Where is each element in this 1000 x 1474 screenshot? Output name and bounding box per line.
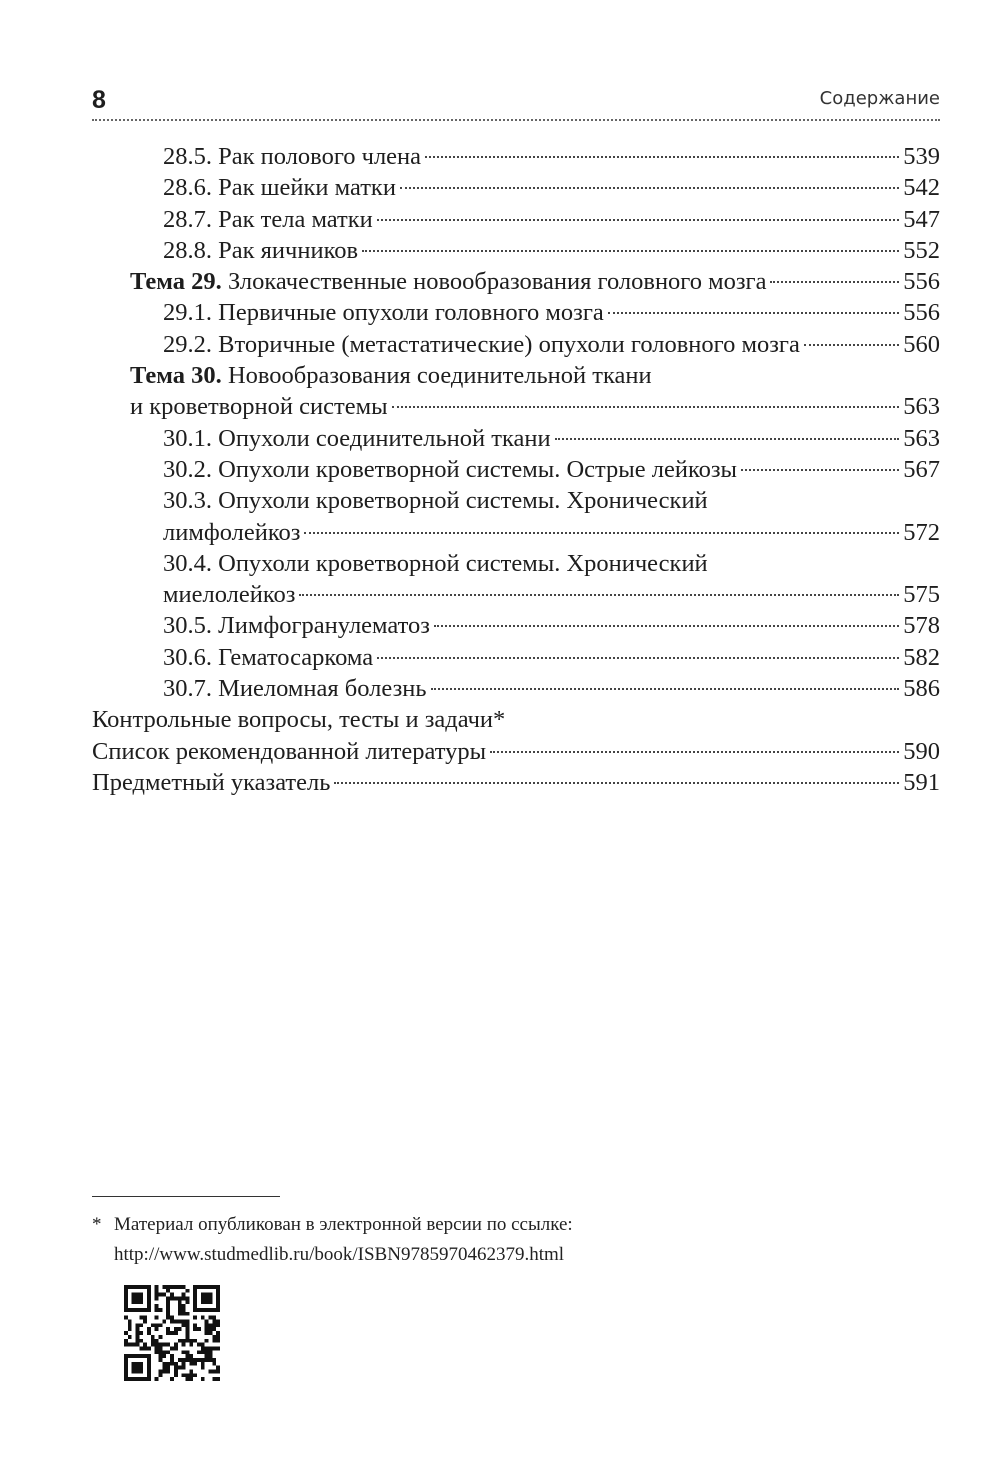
toc-entry[interactable] [92, 235, 940, 266]
footnote-link[interactable]: http://www.studmedlib.ru/book/ISBN9785970462379.html [114, 1244, 565, 1265]
toc-topic-label: Тема 30. [130, 362, 222, 390]
toc-entry-title: и кроветворной системы [130, 393, 388, 421]
qr-code-icon[interactable] [124, 1285, 220, 1381]
toc-entry-title: 28.6. Рак шейки матки [163, 174, 396, 202]
toc-entry-title: 30.6. Гематосаркома [163, 643, 374, 671]
toc-entry-page: 567 [903, 455, 940, 483]
dot-leader [425, 156, 899, 158]
toc-entry-title: Список рекомендованной литературы [92, 737, 487, 765]
toc-entry-title: 29.2. Вторичные (метастатические) опухоли головного мозга [163, 330, 800, 358]
page-number: 8 [92, 86, 106, 114]
toc-entry-page: 578 [903, 612, 940, 640]
toc-entry-page: 542 [903, 174, 940, 202]
toc-entry-title: Предметный указатель [92, 768, 331, 796]
toc-top-entry[interactable] [92, 704, 940, 735]
toc-top-entry[interactable] [92, 736, 940, 767]
dot-leader [334, 782, 899, 784]
toc-entry-title: миелолейкоз [163, 581, 296, 609]
toc-entry-continuation[interactable] [92, 517, 940, 548]
footnote-divider [92, 1196, 280, 1197]
toc-entry[interactable] [92, 454, 940, 485]
toc-entry-page: 556 [903, 268, 940, 296]
dot-leader [434, 625, 899, 627]
section-title: Содержание [819, 88, 940, 109]
toc-entry-page: 586 [903, 675, 940, 703]
toc-topic-entry[interactable] [92, 360, 940, 391]
dot-leader [608, 312, 899, 314]
footnote-mark: * [92, 1214, 102, 1235]
toc-entry-page: 539 [903, 143, 940, 170]
dot-leader [804, 344, 899, 346]
dot-leader [304, 532, 899, 534]
toc-entry-page: 556 [903, 299, 940, 327]
toc-entry-title: 28.8. Рак яичников [163, 236, 359, 264]
footnote [92, 1210, 573, 1270]
toc-entry[interactable] [92, 329, 940, 360]
toc-entry-page: 560 [903, 330, 940, 358]
table-of-contents [92, 141, 940, 798]
dot-leader [490, 751, 899, 753]
dot-leader [400, 187, 899, 189]
dot-leader [770, 281, 899, 283]
toc-topic-label: Тема 29. [130, 268, 222, 296]
toc-entry[interactable] [92, 141, 940, 172]
toc-top-entry[interactable] [92, 767, 940, 798]
header-divider [92, 119, 940, 121]
dot-leader [555, 438, 900, 440]
toc-entry-page: 575 [903, 581, 940, 609]
footnote-text: Материал опубликован в электронной версии по ссылке: [114, 1214, 573, 1235]
toc-entry-title: 28.7. Рак тела матки [163, 205, 373, 233]
toc-entry[interactable] [92, 423, 940, 454]
toc-entry-title: лимфолейкоз [163, 518, 301, 546]
toc-entry-title: 30.7. Миеломная болезнь [163, 675, 427, 703]
dot-leader [392, 406, 900, 408]
toc-entry-page: 591 [903, 768, 940, 796]
toc-entry[interactable] [92, 297, 940, 328]
dot-leader [741, 469, 899, 471]
toc-entry[interactable] [92, 673, 940, 704]
toc-entry-page: 552 [903, 236, 940, 264]
toc-entry[interactable] [92, 548, 940, 579]
toc-entry-title: 30.5. Лимфогранулематоз [163, 612, 430, 640]
dot-leader [377, 657, 899, 659]
toc-entry-title: Злокачественные новообразования головного мозга [221, 268, 767, 296]
toc-entry-title: 30.3. Опухоли кроветворной системы. Хронический [163, 487, 708, 515]
toc-entry-title: 30.1. Опухоли соединительной ткани [163, 424, 551, 452]
dot-leader [299, 594, 899, 596]
toc-entry-page: 572 [903, 518, 940, 546]
toc-entry-title: 29.1. Первичные опухоли головного мозга [163, 299, 604, 327]
dot-leader [377, 219, 899, 221]
toc-entry[interactable] [92, 485, 940, 516]
toc-entry-page: 582 [903, 643, 940, 671]
toc-topic-entry[interactable] [92, 266, 940, 297]
dot-leader [362, 250, 899, 252]
toc-entry-continuation[interactable] [92, 391, 940, 422]
toc-entry-continuation[interactable] [92, 579, 940, 610]
toc-entry-title: Контрольные вопросы, тесты и задачи* [92, 706, 506, 734]
toc-entry-page: 590 [903, 737, 940, 765]
toc-entry-page: 563 [903, 424, 940, 452]
toc-entry-title: 30.4. Опухоли кроветворной системы. Хронический [163, 549, 708, 577]
toc-entry-title: 30.2. Опухоли кроветворной системы. Острые лейкозы [163, 455, 737, 483]
toc-entry-page: 563 [903, 393, 940, 421]
toc-entry[interactable] [92, 610, 940, 641]
dot-leader [431, 688, 900, 690]
toc-entry-title: 28.5. Рак полового члена [163, 143, 422, 170]
toc-entry-title: Новообразования соединительной ткани [221, 362, 652, 390]
toc-entry[interactable] [92, 642, 940, 673]
running-header [92, 84, 940, 124]
toc-entry[interactable] [92, 204, 940, 235]
toc-entry-page: 547 [903, 205, 940, 233]
toc-entry[interactable] [92, 172, 940, 203]
